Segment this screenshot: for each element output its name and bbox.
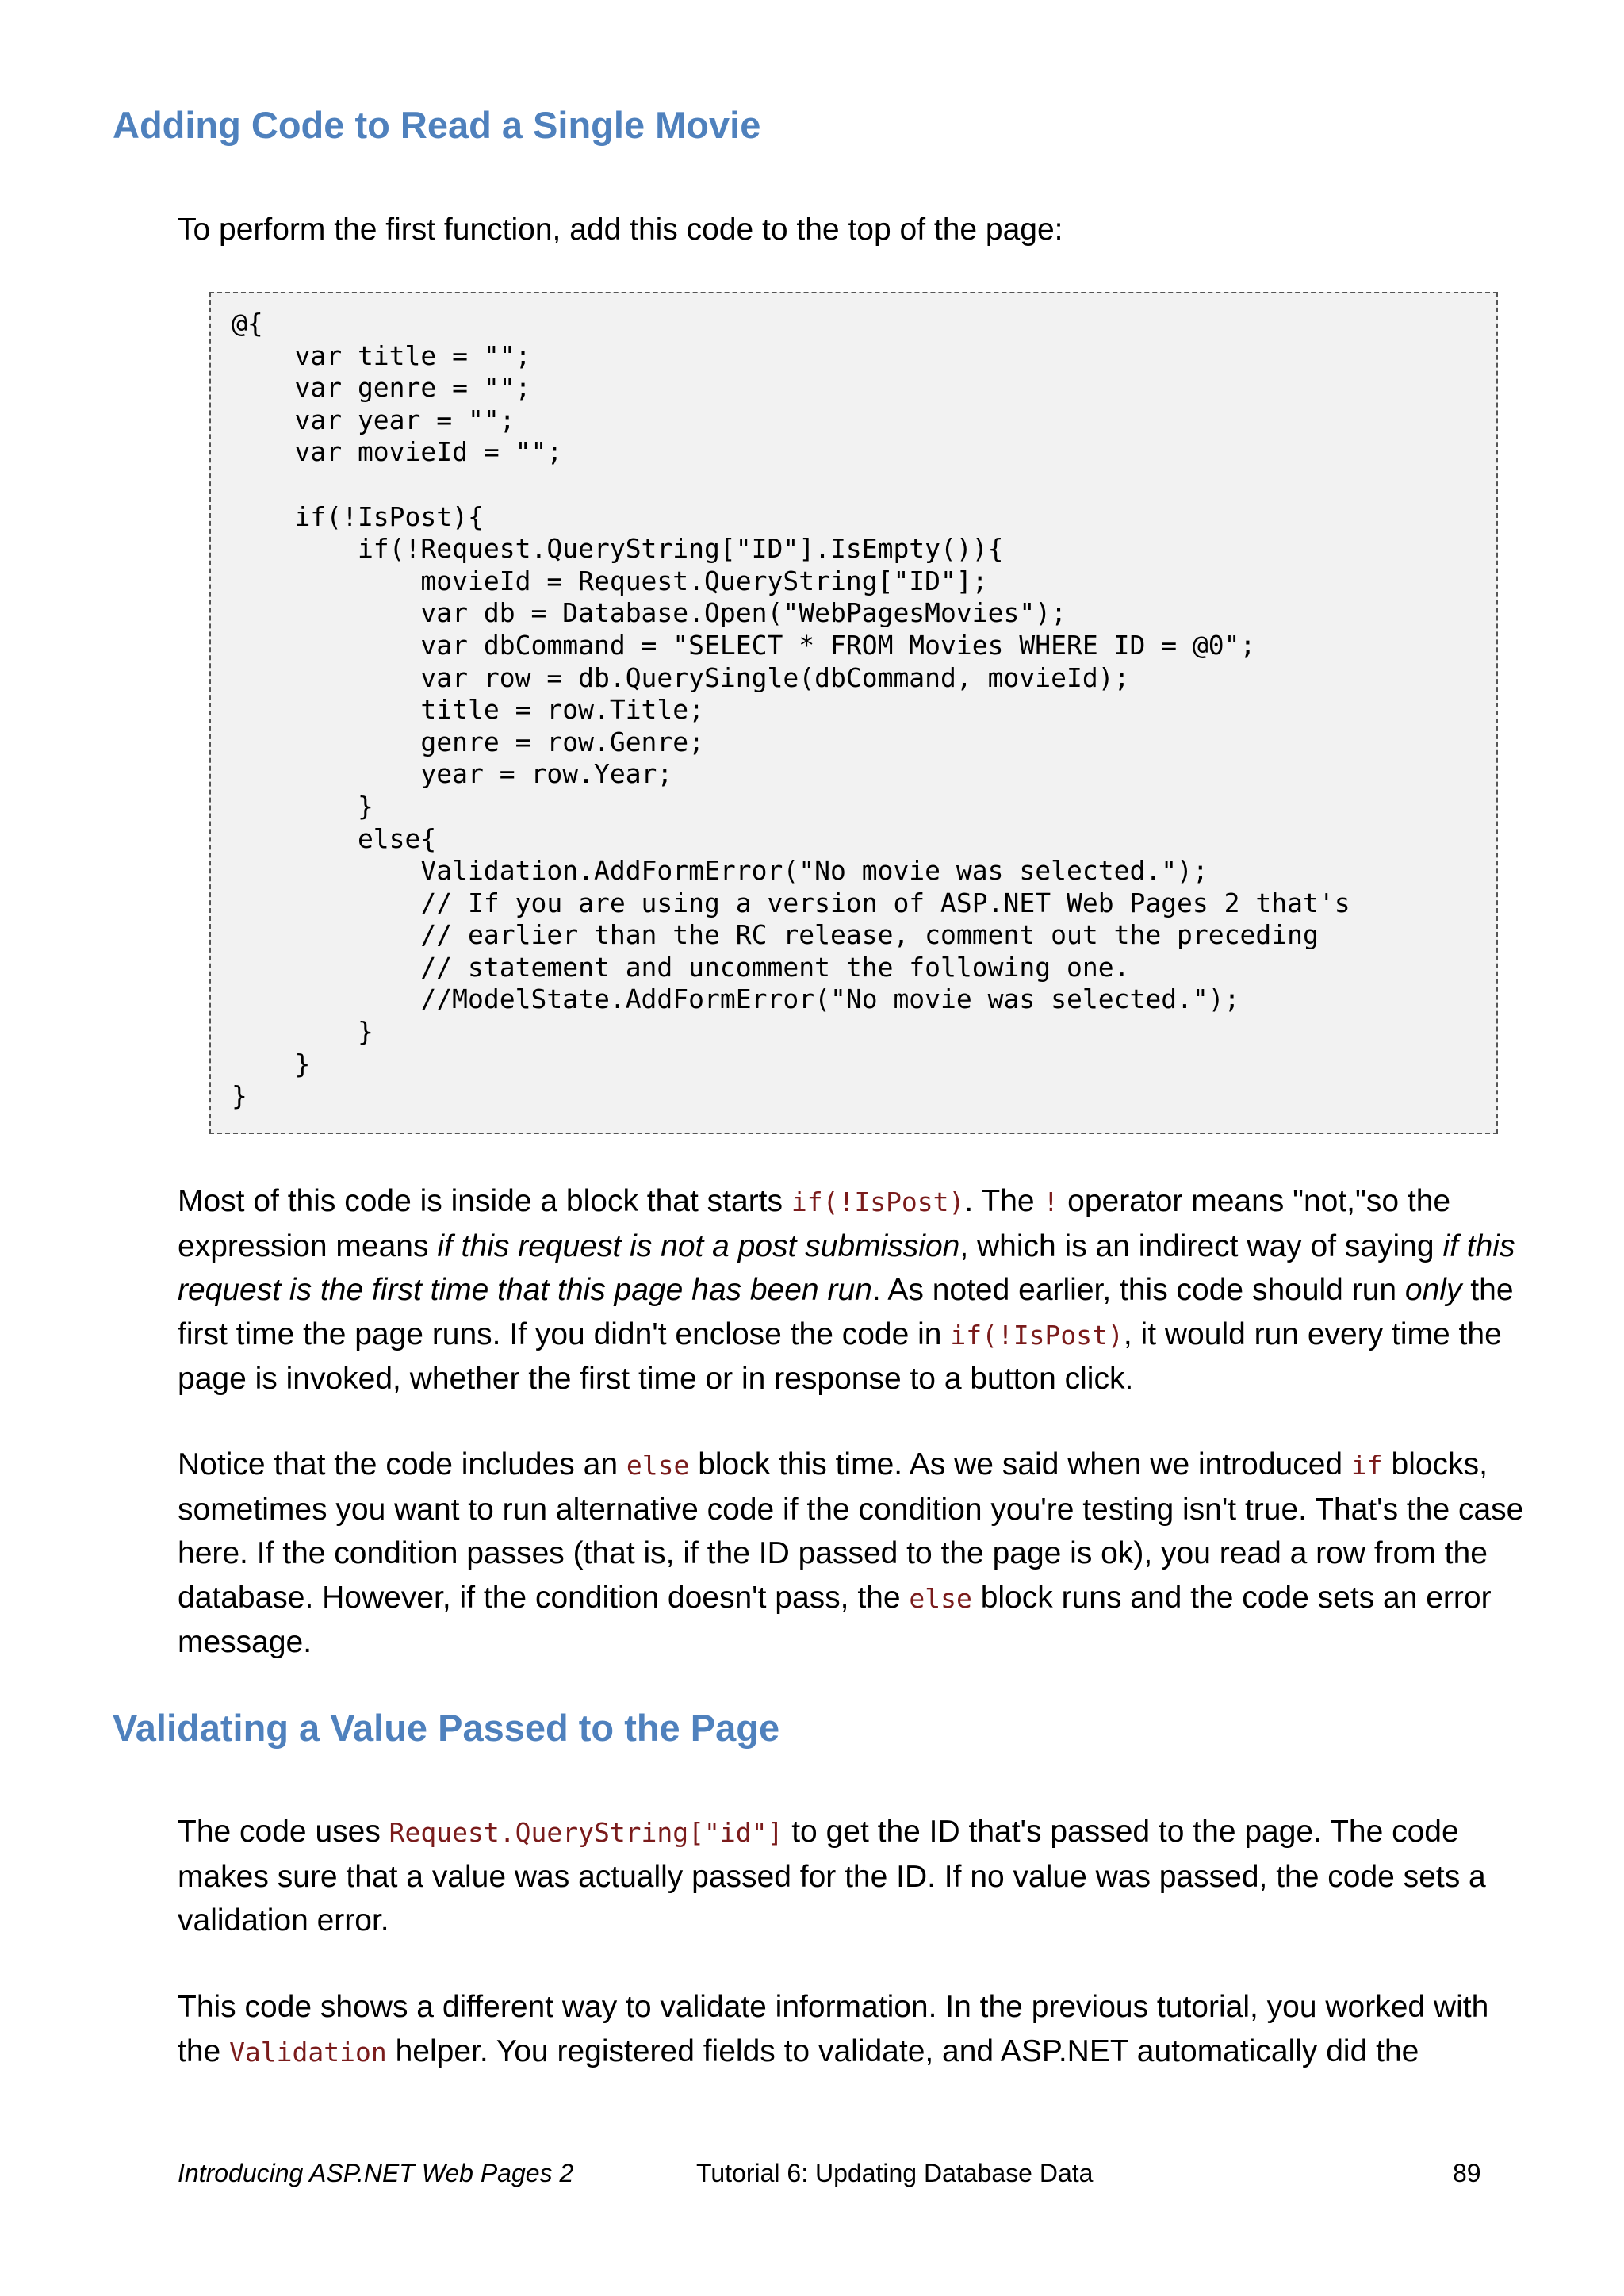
code-block <box>209 292 1498 1134</box>
paragraph-querystring-explanation: The code uses Request.QueryString["id"] to get the ID that's passed to the page. The code makes sure that a value was actually passed for the ID. If no value was passed, the code sets a validation error. <box>178 1815 1486 1938</box>
paragraph-ispost-explanation: Most of this code is inside a block that starts if(!IsPost). The ! operator means "not,"so the expression means if this request is not a post submission, which is an indirect way of saying if this request is the first time that this page has been run. As noted earlier, this code should run only the first time the page runs. If you didn't enclose the code in if(!IsPost), it would run every time the page is invoked, whether the first time or in response to a button click. <box>178 1184 1515 1397</box>
paragraph-validation-helper: This code shows a different way to validate information. In the previous tutorial, you worked with the Validation helper. You registered fields to validate, and ASP.NET automatically did the <box>178 1990 1489 2068</box>
footer-book-title: Introducing ASP.NET Web Pages 2 <box>178 2159 574 2187</box>
section-heading-validating-value: Validating a Value Passed to the Page <box>113 1707 780 1749</box>
footer-chapter-title: Tutorial 6: Updating Database Data <box>696 2159 1094 2187</box>
inline-code: Request.QueryString["id"] <box>389 1817 783 1848</box>
inline-code: else <box>626 1450 690 1481</box>
inline-code: if <box>1350 1450 1383 1481</box>
inline-code: if(!IsPost) <box>950 1319 1124 1351</box>
inline-code: if(!IsPost) <box>791 1186 965 1217</box>
section-heading-read-single-movie: Adding Code to Read a Single Movie <box>113 104 761 146</box>
paragraph-else-explanation: Notice that the code includes an else block this time. As we said when we introduced if blocks, sometimes you want to run alternative code if the condition you're testing isn't true. That's the case here. If the condition passes (that is, if the ID passed to the page is ok), you read a row from the database. However, if the condition doesn't pass, the else block runs and the code sets an error message. <box>178 1447 1524 1660</box>
inline-code: ! <box>1043 1186 1059 1217</box>
intro-paragraph: To perform the first function, add this code to the top of the page: <box>178 213 1063 247</box>
code-block-text: @{ var title = ""; var genre = ""; var year = ""; var movieId = ""; if(!IsPost){ if(!Request.QueryString["ID"].IsEmpty()){ movieId = Request.QueryString["ID"]; var db = Database.Open("WebPagesMovies"); var dbCommand = "SELECT * FROM Movies WHERE ID = @0"; var row = db.QuerySingle(dbCommand, movieId); title = row.Title; genre = row.Genre; year = row.Year; } else{ Validation.AddFormError("No movie was selected."); // If you are using a version of ASP.NET Web Pages 2 that's // earlier than the RC release, comment out the preceding // statement and uncomment the following one. //ModelState.AddFormError("No movie was selected."); } } } <box>232 308 1350 1112</box>
footer-page-number: 89 <box>1453 2159 1481 2187</box>
inline-code: else <box>909 1582 972 1614</box>
inline-code: Validation <box>229 2036 387 2068</box>
